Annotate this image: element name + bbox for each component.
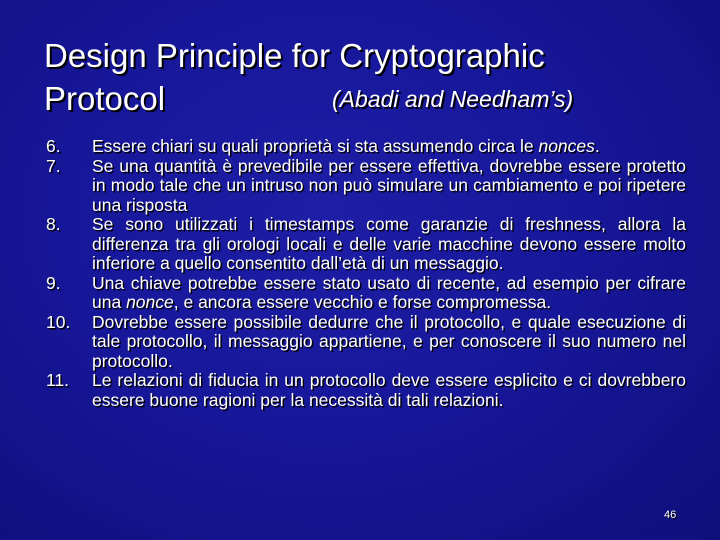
item-text-part: , e ancora essere vecchio e forse compromessa. [173,292,552,312]
list-item-10 [46,313,686,372]
item-number: 9. [46,272,61,293]
item-text [92,371,686,410]
page-number: 46 [664,509,677,521]
item-text-italic: nonces [538,136,595,156]
item-text-part: Dovrebbe essere possibile dedurre che il protocollo, e quale esecuzione di tale protocollo, il messaggio appartiene, e per conoscere il suo numero nel protocollo. [92,311,686,371]
item-number: 8. [46,214,61,234]
title-attribution: (Abadi and Needham’s) [332,86,574,112]
title-line-1: Design Principle for Cryptographic [44,37,545,74]
item-text-part: Essere chiari su quali proprietà si sta assumendo circa le [92,136,539,156]
item-text [92,157,686,216]
list-item-6 [46,137,686,157]
item-number: 6. [46,136,61,156]
item-text-part: Se una quantità è prevedibile per essere effettiva, dovrebbe essere protetto in modo tale che un intruso non può simulare un cambiamento e poi ripetere una risposta [92,155,686,215]
item-text-part: Se sono utilizzati i timestamps come garanzie di freshness, allora la differenza tra gli orologi locali e delle varie macchine devono essere molto inferiore a quello consentito dall’età di un messaggio. [92,214,686,273]
list-item-11 [46,371,686,410]
principles-list [46,137,686,410]
title-line-2: Protocol [44,80,166,117]
list-item-9 [46,274,686,313]
item-number: 7. [46,155,61,176]
list-item-8 [46,215,686,274]
item-number: 11. [46,370,70,390]
item-text [92,274,686,313]
list-item-7 [46,157,686,216]
item-text-part: . [594,136,600,156]
item-text [92,137,686,157]
item-text [92,215,686,274]
item-text-part: Le relazioni di fiducia in un protocollo deve essere esplicito e ci dovrebbero essere buone ragioni per la necessità di tali relazioni. [92,370,686,410]
item-text-part: Una chiave potrebbe essere stato usato di recente, ad esempio per cifrare una [92,272,686,312]
slide-title [44,34,684,120]
item-text-italic: nonce [126,292,174,312]
item-number: 10. [46,311,71,332]
item-text [92,313,686,372]
